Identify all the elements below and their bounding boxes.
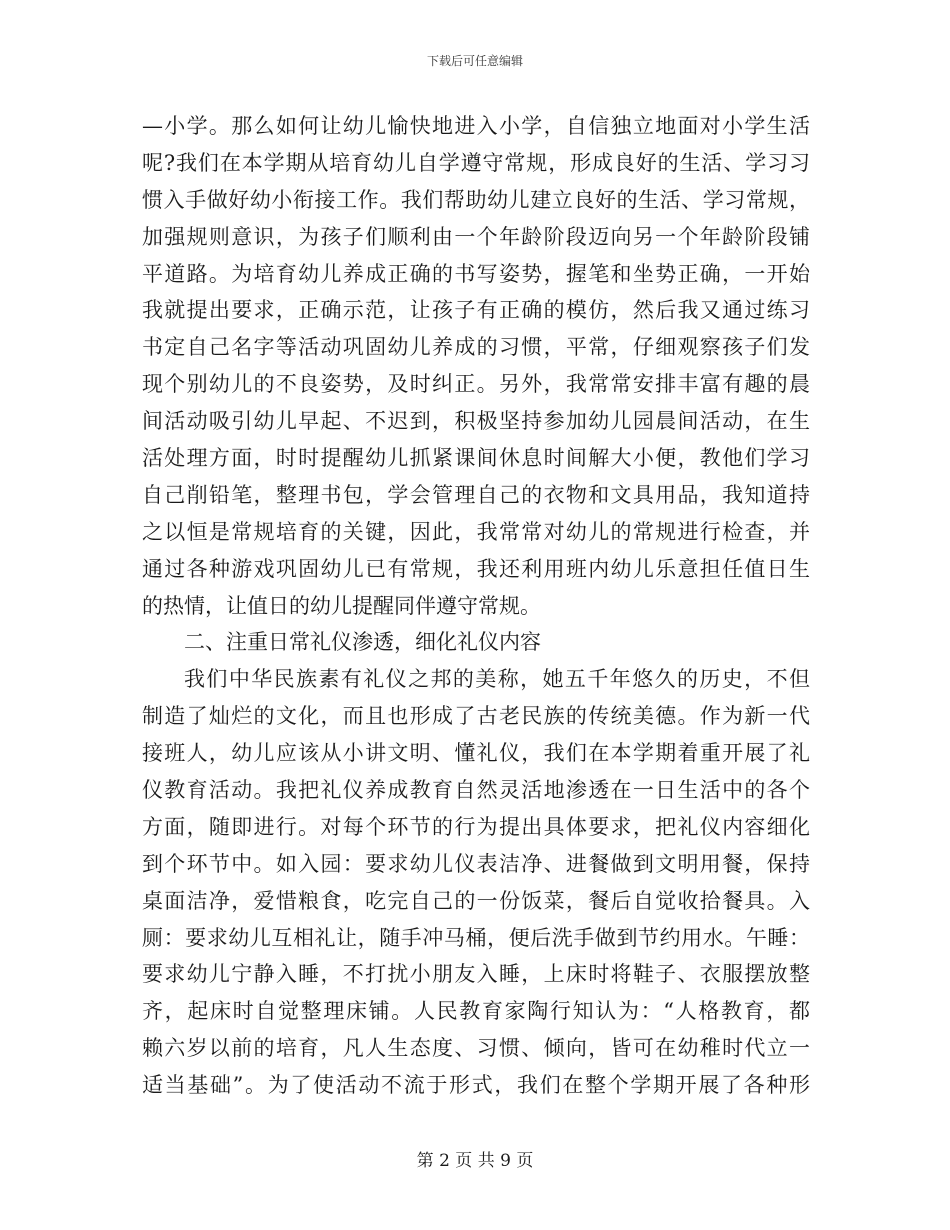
text-line: 我就提出要求，正确示范，让孩子有正确的模仿，然后我又通过练习	[142, 298, 810, 323]
text-line: 我们中华民族素有礼仪之邦的美称，她五千年悠久的历史，不但	[184, 667, 810, 692]
header-note: 下载后可任意编辑	[426, 54, 523, 68]
text-line: 现个别幼儿的不良姿势，及时纠正。另外，我常常安排丰富有趣的晨	[142, 372, 810, 397]
text-line: 制造了灿烂的文化，而且也形成了古老民族的传统美德。作为新一代	[142, 704, 810, 729]
text-line: 自己削铅笔，整理书包，学会管理自己的衣物和文具用品，我知道持	[142, 482, 810, 507]
text-line: 的热情，让值日的幼儿提醒同伴遵守常规。	[142, 593, 541, 618]
text-line: 呢?我们在本学期从培育幼儿自学遵守常规，形成良好的生活、学习习	[142, 150, 810, 175]
text-line: 方面，随即进行。对每个环节的行为提出具体要求，把礼仪内容细化	[142, 814, 810, 839]
text-line: 要求幼儿宁静入睡，不打扰小朋友入睡，上床时将鞋子、衣服摆放整	[142, 962, 810, 987]
page-number-footer: 第 2 页 共 9 页	[416, 1151, 534, 1171]
text-line: 赖六岁以前的培育，凡人生态度、习惯、倾向，皆可在幼稚时代立一	[142, 1036, 810, 1061]
text-line: 适当基础”。为了使活动不流于形式，我们在整个学期开展了各种形	[142, 1073, 810, 1098]
text-line: 桌面洁净，爱惜粮食，吃完自己的一份饭菜，餐后自觉收拾餐具。入	[142, 888, 810, 913]
text-line: 接班人，幼儿应该从小讲文明、懂礼仪，我们在本学期着重开展了礼	[142, 741, 810, 766]
text-line: 齐，起床时自觉整理床铺。人民教育家陶行知认为：“人格教育，都	[142, 999, 810, 1024]
text-line: 活处理方面，时时提醒幼儿抓紧课间休息时间解大小便，教他们学习	[142, 446, 810, 471]
text-line: 平道路。为培育幼儿养成正确的书写姿势，握笔和坐势正确，一开始	[142, 261, 810, 286]
text-line: 到个环节中。如入园：要求幼儿仪表洁净、进餐做到文明用餐，保持	[142, 851, 810, 876]
text-line: 厕：要求幼儿互相礼让，随手冲马桶，便后洗手做到节约用水。午睡：	[142, 925, 810, 950]
text-line: 书定自己名字等活动巩固幼儿养成的习惯，平常，仔细观察孩子们发	[142, 335, 810, 360]
section-heading: 二、注重日常礼仪渗透，细化礼仪内容	[184, 630, 541, 655]
text-line: 仪教育活动。我把礼仪养成教育自然灵活地渗透在一日生活中的各个	[142, 778, 810, 803]
text-line: 间活动吸引幼儿早起、不迟到，积极坚持参加幼儿园晨间活动，在生	[142, 409, 810, 434]
document-body	[142, 108, 810, 1104]
text-line: 之以恒是常规培育的关键，因此，我常常对幼儿的常规进行检查，并	[142, 519, 810, 544]
text-line: 惯入手做好幼小衔接工作。我们帮助幼儿建立良好的生活、学习常规，	[142, 187, 810, 212]
text-line: 加强规则意识，为孩子们顺利由一个年龄阶段迈向另一个年龄阶段铺	[142, 224, 810, 249]
text-line: —小学。那么如何让幼儿愉快地进入小学，自信独立地面对小学生活	[142, 114, 810, 138]
text-line: 通过各种游戏巩固幼儿已有常规，我还利用班内幼儿乐意担任值日生	[142, 556, 810, 581]
